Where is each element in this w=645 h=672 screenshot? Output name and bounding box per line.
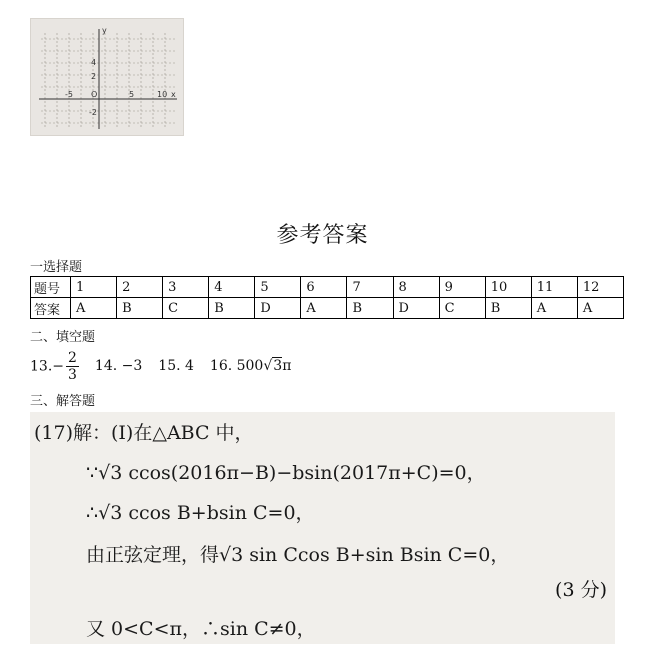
table-cell: B — [209, 298, 255, 319]
tick-label-4: 4 — [91, 58, 97, 67]
table-cell: D — [255, 298, 301, 319]
solution-line-5: 又 0<C<π，∴sin C≠0， — [86, 618, 316, 640]
solution-line-4: 由正弦定理，得√3 sin Ccos B+sin Bsin C=0， — [86, 544, 510, 566]
solution-line-2: ∵√3 ccos(2016π−B)−bsin(2017π+C)=0， — [86, 462, 486, 484]
axis-text — [65, 26, 176, 117]
answer-15: 15. 4 — [158, 358, 194, 374]
table-row-answers — [31, 298, 624, 319]
fraction-numerator: 2 — [68, 349, 77, 366]
table-cell: 6 — [301, 277, 347, 298]
solution-scan — [30, 412, 615, 644]
row-header-answer: 答案 — [31, 298, 71, 319]
answer-14: 14. −3 — [94, 358, 143, 374]
table-cell: 7 — [347, 277, 393, 298]
table-cell: 11 — [531, 277, 577, 298]
choice-answer-table — [30, 276, 624, 319]
table-cell: B — [347, 298, 393, 319]
table-cell: A — [301, 298, 347, 319]
solution-line-1: (17)解：(Ⅰ)在△ABC 中， — [34, 422, 254, 444]
answer-16 — [210, 358, 291, 374]
x-axis-label: x — [171, 90, 176, 99]
table-cell: 5 — [255, 277, 301, 298]
grid-lines — [41, 33, 175, 127]
table-cell: 1 — [71, 277, 117, 298]
sqrt-radicand: 3 — [273, 358, 283, 374]
fill-answers-row — [30, 346, 291, 386]
answer-16-suffix: π — [282, 358, 292, 374]
answer-16-prefix: 16. 500 — [209, 358, 264, 374]
table-row-numbers — [31, 277, 624, 298]
table-cell: A — [531, 298, 577, 319]
y-axis-label: y — [102, 26, 107, 35]
table-cell: B — [117, 298, 163, 319]
section-solution-label: 三、解答题 — [30, 394, 96, 409]
tick-label-2: 2 — [91, 72, 97, 81]
tick-label-neg5: -5 — [65, 90, 73, 99]
table-cell: 12 — [577, 277, 623, 298]
table-cell: 2 — [117, 277, 163, 298]
table-cell: A — [577, 298, 623, 319]
table-cell: 3 — [163, 277, 209, 298]
table-cell: B — [485, 298, 531, 319]
tick-label-10: 10 — [157, 90, 168, 99]
fraction-denominator: 3 — [68, 366, 77, 383]
grid-svg — [31, 19, 183, 135]
coordinate-grid-figure — [30, 18, 184, 136]
table-cell: 4 — [209, 277, 255, 298]
table-cell: C — [163, 298, 209, 319]
answer-13-prefix: 13.− — [30, 358, 64, 374]
table-cell: 10 — [485, 277, 531, 298]
axes — [39, 29, 177, 129]
tick-label-neg2: -2 — [89, 108, 97, 117]
section-choice-label: 一选择题 — [30, 260, 83, 275]
table-cell: A — [71, 298, 117, 319]
page-title: 参考答案 — [276, 223, 369, 248]
table-cell: D — [393, 298, 439, 319]
answer-13 — [30, 350, 79, 383]
table-cell: 8 — [393, 277, 439, 298]
fraction — [66, 350, 79, 383]
tick-label-5: 5 — [129, 90, 135, 99]
sqrt-sign-icon: √ — [263, 358, 273, 374]
table-cell: C — [439, 298, 485, 319]
section-fill-label: 二、填空题 — [30, 330, 96, 345]
table-cell: 9 — [439, 277, 485, 298]
score-label: (3 分) — [555, 579, 607, 601]
solution-line-3: ∴√3 ccos B+bsin C=0， — [86, 502, 315, 524]
origin-label: O — [91, 90, 98, 99]
row-header-number: 题号 — [31, 277, 71, 298]
